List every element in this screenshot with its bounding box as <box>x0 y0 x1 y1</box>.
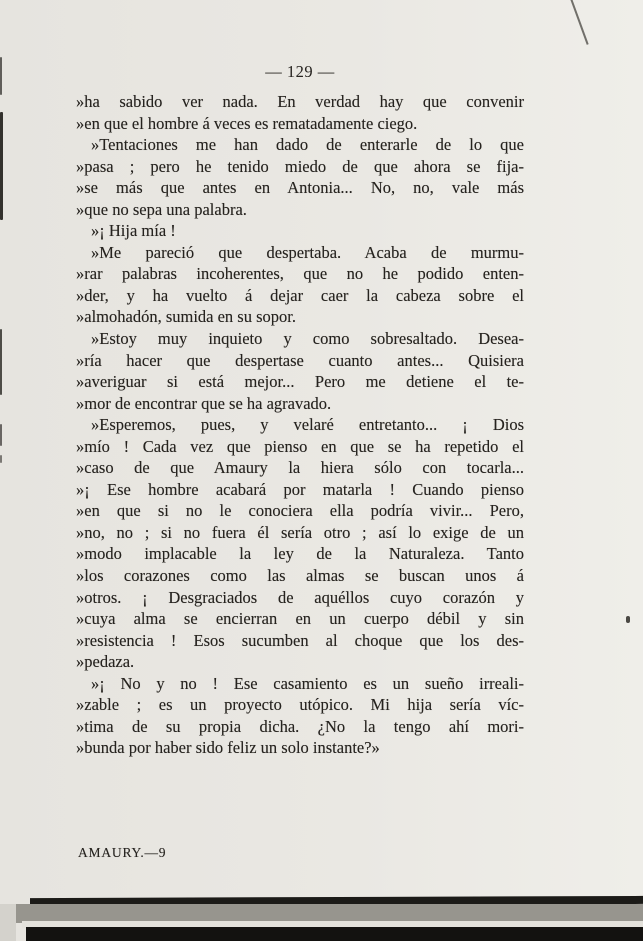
text-line: »que no sepa una palabra. <box>76 199 247 219</box>
text-line: »¡ Hija mía ! <box>91 221 176 241</box>
text-line: »los corazones como las almas se buscan unos á <box>76 566 524 586</box>
text-line: »en que el hombre á veces es rematadamente ciego. <box>76 113 418 133</box>
text-line: »Esperemos, pues, y velaré entretanto... ¡ Dios <box>91 415 524 435</box>
text-line: »caso de que Amaury la hiera sólo con tocarla... <box>76 458 524 478</box>
text-line: »ría hacer que despertase cuanto antes... Quisiera <box>76 350 524 370</box>
text-line: »tima de su propia dicha. ¿No la tengo ahí mori- <box>76 716 524 736</box>
scanner-bed-strip <box>26 927 643 941</box>
text-line: »mío ! Cada vez que pienso en que se ha repetido el <box>76 436 524 456</box>
bottom-left-corner <box>0 904 16 941</box>
text-line: »almohadón, sumida en su sopor. <box>76 307 296 327</box>
text-line: »mor de encontrar que se ha agravado. <box>76 393 332 413</box>
left-edge-mark <box>0 57 2 95</box>
ink-speck <box>626 616 630 623</box>
text-line: »cuya alma se encierran en un cuerpo débil y sin <box>76 609 524 629</box>
text-line: »Tentaciones me han dado de enterarle de lo que <box>91 135 524 155</box>
page-number: — 129 — <box>265 62 335 81</box>
text-line: »Me pareció que despertaba. Acaba de murmu- <box>91 242 524 262</box>
left-edge-mark <box>0 424 2 446</box>
text-line: »rar palabras incoherentes, que no he podido enten- <box>76 264 524 284</box>
text-line: »¡ Ese hombre acabará por matarla ! Cuando pienso <box>76 479 524 499</box>
text-line: »otros. ¡ Desgraciados de aquéllos cuyo corazón y <box>76 587 524 607</box>
left-edge-mark <box>0 455 2 463</box>
text-line: »pedaza. <box>76 652 135 672</box>
text-line: »resistencia ! Esos sucumben al choque que los des- <box>76 630 524 650</box>
text-line: »ha sabido ver nada. En verdad hay que convenir <box>76 92 524 111</box>
text-line: »der, y ha vuelto á dejar caer la cabeza sobre el <box>76 285 524 305</box>
text-line: »bunda por haber sido feliz un solo instante?» <box>76 738 380 758</box>
printer-signature: AMAURY.—9 <box>78 845 167 860</box>
text-line: »no, no ; si no fuera él sería otro ; así lo exige de un <box>76 522 524 542</box>
text-line: »Estoy muy inquieto y como sobresaltado. Desea- <box>91 329 524 349</box>
text-line: »¡ No y no ! Ese casamiento es un sueño irreali- <box>91 673 524 693</box>
text-line: »en que si no le conociera ella podría vivir... Pero, <box>76 501 524 521</box>
text-line: »modo implacable la ley de la Naturaleza. Tanto <box>76 544 524 564</box>
left-edge-mark <box>0 112 3 220</box>
text-line: »averiguar si está mejor... Pero me detiene el te- <box>76 372 524 392</box>
page-text <box>76 91 524 759</box>
text-line: »se más que antes en Antonia... No, no, vale más <box>76 178 524 198</box>
text-line: »zable ; es un proyecto utópico. Mi hija sería víc- <box>76 695 524 715</box>
text-line: »pasa ; pero he tenido miedo de que ahora se fija- <box>76 156 524 176</box>
left-edge-mark <box>0 329 2 395</box>
scan-crease-line <box>569 0 589 45</box>
